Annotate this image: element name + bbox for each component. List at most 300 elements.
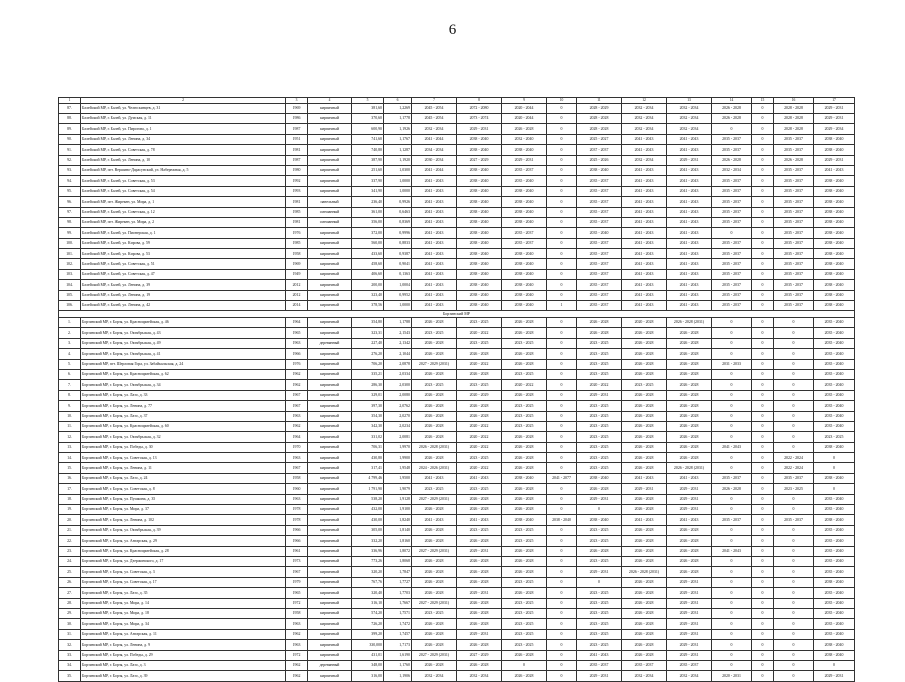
table-cell: 2032 - 2034 <box>622 113 667 123</box>
table-cell: 2020 - 2044 <box>502 103 547 113</box>
table-cell: 2026 - 2028 <box>622 411 667 421</box>
table-cell: 0 <box>752 432 774 442</box>
table-cell: 1,6190 <box>384 650 412 660</box>
table-cell: 2031 - 2033 <box>712 359 752 369</box>
table-cell: кирпичный <box>308 113 352 123</box>
table-cell: 2038 - 2040 <box>502 186 547 196</box>
table-cell: Борзинский МР, г. Борзя, ул. Мира, д. 37 <box>81 505 286 515</box>
table-cell: 2026 - 2028 <box>457 494 502 504</box>
table-cell: 1961 <box>286 546 308 556</box>
table-cell: 3 <box>286 98 308 104</box>
table-cell: кирпичный <box>308 280 352 290</box>
table-cell: Борзинский МР, г. Борзя, ул. Красноармейская, д. 46 <box>81 318 286 328</box>
table-cell: 2041 - 2043 <box>412 217 457 227</box>
table-cell: 2038 - 2040 <box>502 269 547 279</box>
table-cell: 331,02 <box>352 432 384 442</box>
table-cell: Борзинский МР, г. Борзя, ул. Лазо, д. 39 <box>81 671 286 681</box>
table-cell: 2028 - 2028 <box>577 124 622 134</box>
table-cell: 2032 - 2040 <box>502 134 547 144</box>
table-cell: 2035 - 2040 <box>814 629 855 639</box>
table-cell: 30. <box>59 619 81 629</box>
table-cell: 2026 - 2028 <box>502 494 547 504</box>
table-cell: 1,9500 <box>384 473 412 483</box>
table-cell: 14. <box>59 453 81 463</box>
table-cell: 0 <box>752 608 774 618</box>
table-cell: 1,8140 <box>384 525 412 535</box>
table-cell: 2,0300 <box>384 380 412 390</box>
table-cell: смешанный <box>308 217 352 227</box>
table-cell: 1951 <box>286 134 308 144</box>
table-cell: 2026 - 2028 <box>667 536 712 546</box>
table-cell: 0 <box>774 619 814 629</box>
table-cell: 2026 - 2028 <box>622 401 667 411</box>
table-cell: 97. <box>59 207 81 217</box>
table-cell: 2026 - 2028 <box>502 556 547 566</box>
table-cell: 2041 - 2043 <box>457 515 502 525</box>
table-cell: 0 <box>814 453 855 463</box>
table-row <box>59 290 855 300</box>
table-cell: 1980 <box>286 165 308 175</box>
table-cell: 316,00 <box>352 671 384 681</box>
table-cell: 2035 - 2040 <box>814 494 855 504</box>
table-cell: 17. <box>59 484 81 494</box>
table-cell: 2023 - 2025 <box>412 484 457 494</box>
table-cell: 354,30 <box>352 411 384 421</box>
table-cell: 2041 - 2043 <box>622 165 667 175</box>
table-cell: 1960 <box>286 484 308 494</box>
table-cell: 1993 <box>286 186 308 196</box>
table-cell: кирпичный <box>308 546 352 556</box>
table-cell: Балейский МР, г. Балей, ул. Советская, д. 51 <box>81 259 286 269</box>
table-cell: 2041 - 2043 <box>622 176 667 186</box>
table-cell: 0 <box>547 401 577 411</box>
table-cell: 2035 - 2037 <box>577 269 622 279</box>
table-cell: 1,9548 <box>384 463 412 473</box>
table-cell: 2041 - 2043 <box>667 515 712 525</box>
table-cell: Балейский МР, пгт. Вершино-Дарасунский, ул. Набережная, д. 5 <box>81 165 286 175</box>
table-cell: 356,00 <box>352 217 384 227</box>
table-cell: 10. <box>59 411 81 421</box>
table-cell: 2029 - 2031 <box>457 546 502 556</box>
table-cell: кирпичный <box>308 588 352 598</box>
table-cell: 0 <box>547 494 577 504</box>
table-cell: 0 <box>752 484 774 494</box>
table-cell: 1,0000 <box>384 176 412 186</box>
table-cell: 0,8833 <box>384 238 412 248</box>
table-cell: 2023 - 2025 <box>502 369 547 379</box>
table-cell: 2035 - 2037 <box>774 515 814 525</box>
table-cell: 4 <box>308 98 352 104</box>
table-cell: 26. <box>59 577 81 587</box>
table-cell: 2026 - 2028 <box>774 155 814 165</box>
table-cell: 2035 - 2037 <box>577 301 622 311</box>
table-cell: 320,20 <box>352 567 384 577</box>
table-row <box>59 176 855 186</box>
table-cell: 2038 - 2040 <box>457 197 502 207</box>
table-cell: 2027 - 2029 <box>457 650 502 660</box>
table-cell: кирпичный <box>308 328 352 338</box>
table-cell: 0 <box>712 556 752 566</box>
table-cell: 2038 - 2040 <box>814 442 855 452</box>
table-cell: 2032 - 2034 <box>412 671 457 681</box>
table-cell: 2035 - 2037 <box>774 301 814 311</box>
table-cell: 2029 - 2031 <box>667 650 712 660</box>
table-cell: 2023 - 2025 <box>502 619 547 629</box>
table-cell: 2038 - 2040 <box>502 217 547 227</box>
table-cell: 0 <box>774 505 814 515</box>
table-cell: Борзинский МР, г. Борзя, ул. Ленина, д. 9 <box>81 640 286 650</box>
table-cell: 329,01 <box>352 390 384 400</box>
table-cell: 1967 <box>286 390 308 400</box>
table-cell: 0 <box>547 463 577 473</box>
table-cell: 0 <box>752 411 774 421</box>
table-cell: 354,80 <box>352 318 384 328</box>
table-cell: 0 <box>752 525 774 535</box>
table-row <box>59 494 855 504</box>
table-cell: 0 <box>752 567 774 577</box>
table-cell: 2023 - 2025 <box>412 608 457 618</box>
table-cell: 2041 - 2043 <box>412 238 457 248</box>
table-cell: 2035 - 2037 <box>774 280 814 290</box>
table-row <box>59 369 855 379</box>
table-cell: 2038 - 2040 <box>502 301 547 311</box>
table-cell: кирпичный <box>308 671 352 681</box>
table-cell: 20. <box>59 515 81 525</box>
table-cell: 2026 - 2028 <box>622 359 667 369</box>
table-cell: 1962 <box>286 380 308 390</box>
table-cell: 2041 - 2043 <box>412 197 457 207</box>
table-cell: 11. <box>59 421 81 431</box>
table-row <box>59 432 855 442</box>
table-cell: 0 <box>752 186 774 196</box>
table-cell: 2026 - 2028 <box>457 536 502 546</box>
table-cell: 2023 - 2025 <box>577 338 622 348</box>
table-cell: 2026 - 2028 <box>502 463 547 473</box>
table-cell: 1,9970 <box>384 442 412 452</box>
table-cell: 0 <box>752 155 774 165</box>
table-cell: 2041 - 2043 <box>667 217 712 227</box>
table-cell: 2032 - 2034 <box>622 671 667 681</box>
table-cell: 0 <box>752 103 774 113</box>
table-cell: 0 <box>752 536 774 546</box>
table-cell: 1,7173 <box>384 640 412 650</box>
table-cell: 0 <box>547 349 577 359</box>
table-cell: 2029 - 2031 <box>667 484 712 494</box>
table-cell: 2035 - 2037 <box>577 186 622 196</box>
table-cell: 1976 <box>286 359 308 369</box>
table-cell: 2026 - 2028 <box>622 463 667 473</box>
table-cell: 2023 - 2025 <box>774 484 814 494</box>
table-cell: 2034 - 2034 <box>412 145 457 155</box>
table-cell: 2035 - 2037 <box>712 134 752 144</box>
table-cell: 2032 - 2034 <box>622 155 667 165</box>
table-cell: 1,7727 <box>384 577 412 587</box>
table-cell: кирпичный <box>308 349 352 359</box>
table-cell: Борзинский МР, г. Борзя, ул. Ангарская, д. 11 <box>81 629 286 639</box>
table-cell: 2,0334 <box>384 369 412 379</box>
table-cell: 2035 - 2037 <box>577 249 622 259</box>
table-cell: 2038 - 2040 <box>577 165 622 175</box>
table-cell: 323,31 <box>352 328 384 338</box>
table-cell: 2,0878 <box>384 359 412 369</box>
table-cell: 2023 - 2025 <box>412 380 457 390</box>
table-cell: 91. <box>59 145 81 155</box>
table-cell: кирпичный <box>308 567 352 577</box>
table-cell: 0 <box>774 629 814 639</box>
table-cell: 0 <box>752 328 774 338</box>
table-cell: 15 <box>752 98 774 104</box>
table-cell: 2035 - 2037 <box>774 269 814 279</box>
table-cell: 1,1778 <box>384 113 412 123</box>
table-cell: 1985 <box>286 207 308 217</box>
table-cell: 0 <box>547 369 577 379</box>
table-row <box>59 505 855 515</box>
table-cell: 2041 - 2043 <box>667 280 712 290</box>
table-cell: 2041 - 2043 <box>667 259 712 269</box>
table-cell: 0 <box>752 463 774 473</box>
table-cell: 0 <box>752 269 774 279</box>
table-cell: 1,7472 <box>384 619 412 629</box>
table-cell: 0 <box>547 671 577 681</box>
table-cell: 2026 - 2028 <box>412 536 457 546</box>
table-cell: 2035 - 2037 <box>712 515 752 525</box>
table-row <box>59 155 855 165</box>
table-cell: 2038 - 2040 <box>457 280 502 290</box>
table-cell: 2035 - 2037 <box>712 217 752 227</box>
table-cell: Борзинский МР, г. Борзя, ул. Ленина, д. 11 <box>81 463 286 473</box>
table-cell: 0 <box>752 650 774 660</box>
table-row <box>59 473 855 483</box>
table-cell: 1987 <box>286 124 308 134</box>
table-cell: 2038 - 2040 <box>457 134 502 144</box>
table-cell: 2041 - 2043 <box>622 473 667 483</box>
table-cell: 2038 - 2040 <box>814 280 855 290</box>
table-cell: 2023 - 2025 <box>502 608 547 618</box>
table-cell: Борзинский МР, г. Борзя, ул. Лазо, д. 3 <box>81 660 286 670</box>
table-cell: 29. <box>59 608 81 618</box>
table-cell: 2023 - 2025 <box>502 401 547 411</box>
table-cell: 2026 - 2028 <box>502 484 547 494</box>
table-cell: 90. <box>59 134 81 144</box>
table-cell: 2035 - 2040 <box>502 176 547 186</box>
table-cell: 2028 - 2029 <box>577 103 622 113</box>
section-header-row <box>59 311 855 318</box>
table-cell: 1,1906 <box>384 671 412 681</box>
table-cell: 387,90 <box>352 155 384 165</box>
table-row <box>59 269 855 279</box>
table-cell: 1967 <box>286 567 308 577</box>
table-cell: 2035 - 2040 <box>814 411 855 421</box>
table-cell: 87. <box>59 103 81 113</box>
table-cell: 13 <box>667 98 712 104</box>
table-cell: 2038 - 2040 <box>814 249 855 259</box>
table-cell: 1985 <box>286 238 308 248</box>
table-cell: кирпичный <box>308 515 352 525</box>
table-cell: 2026 - 2028 <box>577 546 622 556</box>
table-cell: 1949 <box>286 269 308 279</box>
table-cell: 2041 - 2043 <box>712 442 752 452</box>
table-cell: 8 <box>457 98 502 104</box>
table-cell: 1. <box>59 318 81 328</box>
table-cell: деревянный <box>308 338 352 348</box>
table-cell: 2038 - 2040 <box>457 301 502 311</box>
table-cell: Борзинский МР, г. Борзя, ул. Октябрьская, д. 41 <box>81 349 286 359</box>
table-cell: 236,40 <box>352 197 384 207</box>
table-cell: 0 <box>547 390 577 400</box>
table-cell: 2035 - 2040 <box>814 588 855 598</box>
table-cell: Балейский МР, г. Балей, ул. Челюскинцев, д. 31 <box>81 103 286 113</box>
table-cell: 0 <box>712 328 752 338</box>
table-cell: 2035 - 2040 <box>814 556 855 566</box>
table-cell: 2035 - 2037 <box>577 290 622 300</box>
table-cell: 251,60 <box>352 165 384 175</box>
table-cell: 0 <box>547 103 577 113</box>
table-cell: 2025 - 2026 <box>577 155 622 165</box>
table-cell: 2027 - 2029 <box>457 155 502 165</box>
table-cell: 106. <box>59 301 81 311</box>
table-cell: 2023 - 2025 <box>577 411 622 421</box>
table-cell: 2026 - 2028 <box>412 577 457 587</box>
table-cell: 2035 - 2037 <box>774 238 814 248</box>
table-cell: 2020 - 2028 <box>622 318 667 328</box>
table-cell: 1965 <box>286 588 308 598</box>
table-cell: 1981 <box>286 197 308 207</box>
table-cell: 1 <box>547 301 577 311</box>
table-cell: 12. <box>59 432 81 442</box>
table-cell: 2029 - 2031 <box>814 103 855 113</box>
table-row <box>59 556 855 566</box>
table-cell: 0 <box>502 660 547 670</box>
table-cell: 1992 <box>286 176 308 186</box>
table-cell: 32. <box>59 640 81 650</box>
table-cell: 2073 - 2074 <box>457 113 502 123</box>
table-cell: 0 <box>774 536 814 546</box>
table-cell: 0 <box>752 380 774 390</box>
table-cell: 2041 - 2043 <box>667 134 712 144</box>
table-cell: 6. <box>59 369 81 379</box>
table-cell: 2026 - 2028 <box>457 401 502 411</box>
table-cell: 0 <box>752 390 774 400</box>
table-cell: 2032 - 2034 <box>712 165 752 175</box>
table-row <box>59 588 855 598</box>
table-cell: 9. <box>59 401 81 411</box>
table-cell: 0,9926 <box>384 197 412 207</box>
table-cell: 2026 - 2028 <box>412 619 457 629</box>
table-cell: 1,1767 <box>384 134 412 144</box>
table-cell: 1,1788 <box>384 318 412 328</box>
table-cell: Борзинский МР, г. Борзя, ул. Ленина, д. 102 <box>81 515 286 525</box>
table-cell: 0 <box>752 671 774 681</box>
table-cell: 2023 - 2025 <box>502 421 547 431</box>
table-cell: 0 <box>752 556 774 566</box>
table-row <box>59 217 855 227</box>
table-cell: 0 <box>774 401 814 411</box>
table-cell: 0 <box>547 421 577 431</box>
table-cell: 2027 - 2029 (2031) <box>412 546 457 556</box>
table-cell: 1,1287 <box>384 145 412 155</box>
table-cell: 2038 - 2040 <box>814 301 855 311</box>
table-cell: 2041 - 2044 <box>412 165 457 175</box>
table-cell: 317,41 <box>352 463 384 473</box>
table-cell: 0 <box>547 525 577 535</box>
table-cell: 27. <box>59 588 81 598</box>
table-cell: панельный <box>308 197 352 207</box>
table-cell: 2035 - 2040 <box>814 390 855 400</box>
table-cell: 15. <box>59 463 81 473</box>
table-cell: 2035 - 2037 <box>712 207 752 217</box>
table-cell: 1963 <box>286 619 308 629</box>
table-cell: кирпичный <box>308 249 352 259</box>
table-cell: 2041 - 2043 <box>412 186 457 196</box>
table-cell: 0 <box>814 660 855 670</box>
table-cell: 22. <box>59 536 81 546</box>
table-cell: 0 <box>547 505 577 515</box>
table-cell: 25. <box>59 567 81 577</box>
table-cell: 94. <box>59 176 81 186</box>
table-cell: 0 <box>712 369 752 379</box>
table-cell: 2023 - 2025 <box>577 369 622 379</box>
table-row <box>59 318 855 328</box>
table-cell: 2023 - 2025 <box>577 421 622 431</box>
table-row <box>59 207 855 217</box>
table-cell: кирпичный <box>308 629 352 639</box>
table-cell: 2026 - 2028 <box>412 588 457 598</box>
table-row <box>59 145 855 155</box>
table-cell: 0 <box>774 421 814 431</box>
table-cell: 2041 - 2043 <box>577 650 622 660</box>
table-cell: 2041 - 2043 <box>622 134 667 144</box>
table-cell: 2038 - 2040 <box>502 249 547 259</box>
table-cell: 0 <box>774 380 814 390</box>
table-cell: 0 <box>712 588 752 598</box>
table-cell: Борзинский МР, г. Борзя, ул. Дзержинского, д. 17 <box>81 556 286 566</box>
table-cell: 2029 - 2031 <box>622 484 667 494</box>
table-cell: 0 <box>712 525 752 535</box>
table-cell: 2038 - 2040 <box>814 577 855 587</box>
table-cell: 2038 - 2040 <box>814 238 855 248</box>
table-cell: 0 <box>547 338 577 348</box>
table-cell: 0 <box>774 650 814 660</box>
table-cell: 2035 - 2037 <box>577 217 622 227</box>
table-cell: 2026 - 2028 <box>622 442 667 452</box>
table-cell: 1,9128 <box>384 494 412 504</box>
table-cell: 2038 - 2040 <box>457 186 502 196</box>
table-cell: 2032 - 2034 <box>667 671 712 681</box>
table-cell: 16. <box>59 473 81 483</box>
table-cell: 2026 - 2028 <box>667 525 712 535</box>
table-cell: Борзинский МР, г. Борзя, ул. Мира, д. 14 <box>81 598 286 608</box>
table-cell: 1,9900 <box>384 453 412 463</box>
table-cell: 1,8160 <box>384 536 412 546</box>
table-cell: 2029 - 2031 <box>457 629 502 639</box>
table-cell: 2038 - 2040 <box>502 197 547 207</box>
table-cell: 2035 - 2040 <box>814 421 855 431</box>
table-cell: кирпичный <box>308 155 352 165</box>
table-cell: 341,90 <box>352 186 384 196</box>
table-cell: 2026 - 2028 (2031) <box>667 463 712 473</box>
table-cell: 2035 - 2037 <box>712 269 752 279</box>
table-cell: 2029 - 2031 <box>667 608 712 618</box>
table-cell: Борзинский МР, г. Борзя, ул. Лазо, д. 33 <box>81 390 286 400</box>
table-cell: 2029 - 2031 <box>577 671 622 681</box>
table-cell: 2032 - 2034 <box>622 124 667 134</box>
table-cell: 2038 - 2040 <box>814 650 855 660</box>
table-cell: 2026 - 2028 <box>667 349 712 359</box>
table-cell: 2038 - 2040 <box>457 238 502 248</box>
table-cell: 2,1543 <box>384 328 412 338</box>
table-cell: Борзинский МР, г. Борзя, ул. Ленина, д. 77 <box>81 401 286 411</box>
table-cell: 2035 - 2037 <box>577 280 622 290</box>
